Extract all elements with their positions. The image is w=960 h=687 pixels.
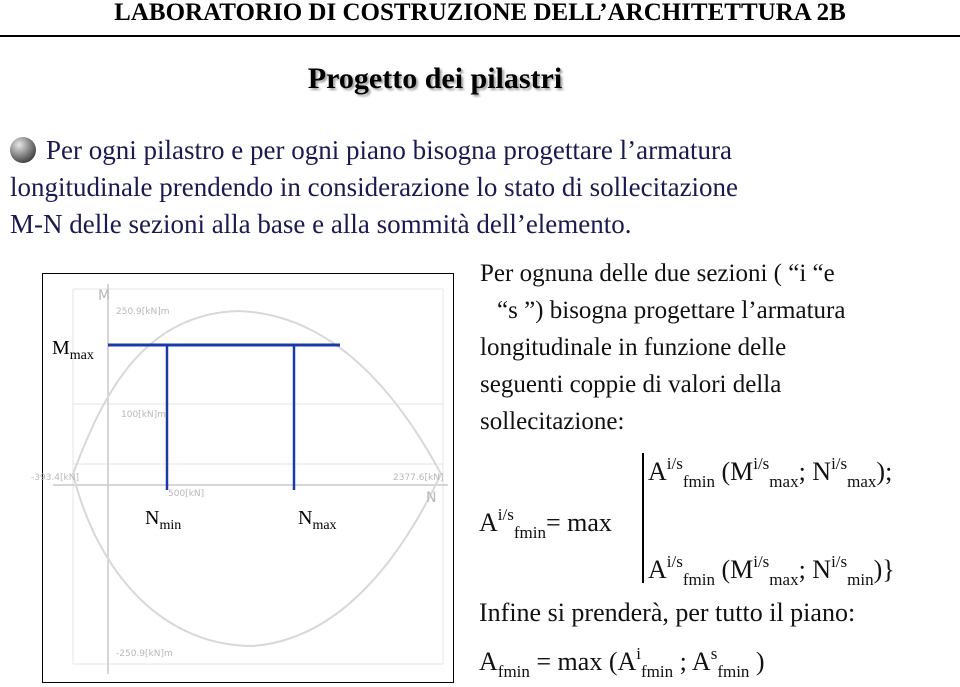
course-header xyxy=(0,0,960,38)
final-formula: $A_{fmin} = \max (A^i_{fmin}$ ; $A^s_{fmin}$ ) xyxy=(479,644,765,681)
tick-n-right: 2377.6[kN] xyxy=(393,473,444,483)
interaction-diagram xyxy=(31,273,454,683)
right-paragraph xyxy=(480,255,845,440)
final-text: Infine si prenderà, per tutto il piano: xyxy=(479,598,856,627)
intro-line: M-N delle sezioni alla base e alla sommità dell’elemento. xyxy=(10,209,632,239)
right-line: seguenti coppie di valori della xyxy=(480,371,782,398)
m-max-label: $M_{max}$ xyxy=(52,337,94,363)
right-line: Per ognuna delle due sezioni ( “i “e xyxy=(480,260,835,287)
tick-m-top: 250.9[kN]m xyxy=(116,307,170,317)
formula-bottom: $A^{i/s}_{fmin}$ ($M^{i/s}_{max}$; $N^{i/s}_{min}$)} xyxy=(648,552,895,589)
intro-line: Per ogni pilastro e per ogni piano bisogna progettare l’armatura xyxy=(46,135,733,165)
course-title: LABORATORIO DI COSTRUZIONE DELL’ARCHITETTURA 2B xyxy=(114,0,846,26)
page-title: Progetto dei pilastri xyxy=(307,62,563,95)
tick-m-mid: 100[kN]m xyxy=(121,410,166,420)
intro-paragraph xyxy=(10,132,955,243)
header-divider xyxy=(0,35,960,37)
intro-line: longitudinale prendendo in considerazione lo stato di sollecitazione xyxy=(10,172,739,202)
right-line: “s ”) bisogna progettare l’armatura xyxy=(497,297,846,324)
formula-top: $A^{i/s}_{fmin}$ ($M^{i/s}_{max}$; $N^{i/s}_{max}$); xyxy=(648,454,893,491)
right-line: sollecitazione: xyxy=(480,408,625,435)
interaction-diagram-svg xyxy=(31,274,453,682)
n-min-label: $N_{min}$ xyxy=(145,507,182,533)
formula-brace xyxy=(642,453,644,583)
right-line: longitudinale in funzione delle xyxy=(480,334,787,361)
axis-label-m: M xyxy=(98,288,111,304)
interaction-curve xyxy=(73,311,444,646)
tick-n-mid: 500[kN] xyxy=(168,489,205,499)
tick-m-bottom: -250.9[kN]m xyxy=(116,649,173,659)
axis-label-n: N xyxy=(426,490,437,506)
n-max-label: $N_{max}$ xyxy=(298,507,337,533)
tick-n-left: -393.4[kN] xyxy=(31,473,79,483)
formula-main: $A^{i/s}_{fmin}= \max$ xyxy=(479,505,612,542)
